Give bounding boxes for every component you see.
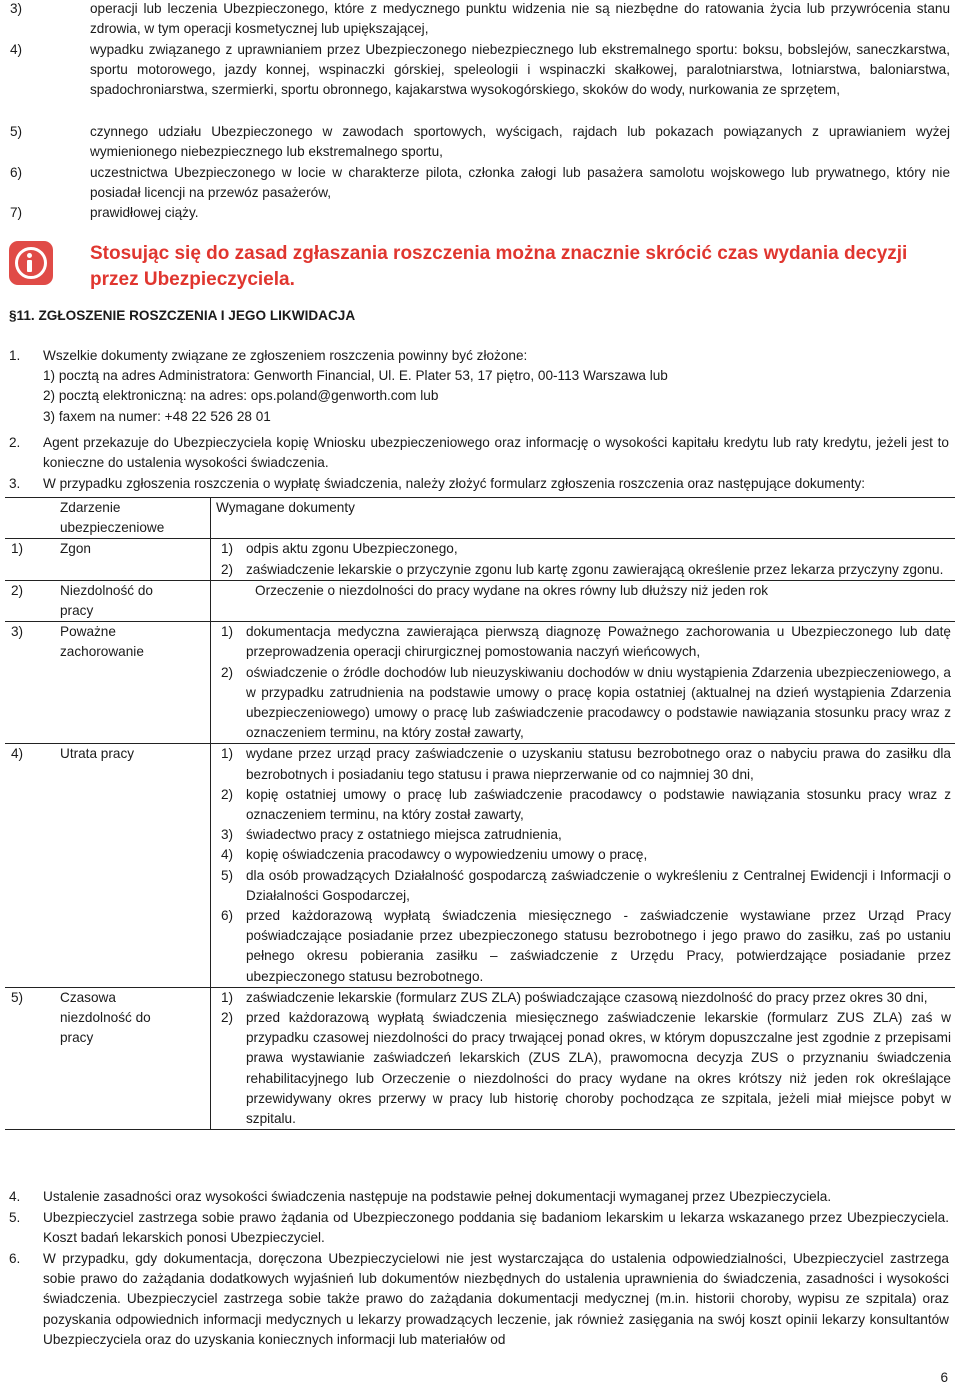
- fax-line: 3) faxem na numer: +48 22 526 28 01: [43, 408, 271, 424]
- section-title: §11. ZGŁOSZENIE ROSZCZENIA I JEGO LIKWIDACJA: [9, 308, 356, 323]
- table-row: 4) Utrata pracy 1) wydane przez urząd pracy zaświadczenie o uzyskaniu statusu bezrobotnego oraz o nabyciu prawa do zasiłku dla bezrobotnych i posiadaniu tego statusu i prawa nieprzerwanie od co najmniej 30 dni, 2) kopię ostatniej umowy o pracę lub zaświadczenie pracodawcy o podstawie nawiązania stosunku pracy wraz z oznaczeniem terminu, na który został zawarty, 3) świadectwo pracy z ostatniego miejsca zatrudnienia, 4) kopię oświadczenia pracodawcy o wypowiedzeniu umowy o pracę, 5) dla osób prowadzących Działalność gospodarczą zaświadczenie o wykreśleniu z Centralnej Ewidencji i Informacji o Działalności Gospodarczej, 6) przed każdorazową wypłatą świadczenia miesięcznego - zaświadczenie wystawiane przez Urząd Pracy poświadczające posiadanie przez ubezpieczonego statusu bezrobotnego i jego prawo do zasiłku, zaś po ustaniu pełnego okresu pobierania zasiłku – zaświadczenie z Urzędu Pracy, potwierdzające posiadanie przez ubezpieczonego statusu bezrobotnego.: [5, 744, 955, 987]
- info-icon: [9, 241, 53, 285]
- table-row: 1) Zgon 1) odpis aktu zgonu Ubezpieczonego, 2) zaświadczenie lekarskie o przyczynie zgonu lub kartę zgonu zawierającą określenie przez lekarza przyczyny zgonu.: [5, 539, 955, 580]
- info-callout-text: Stosując się do zasad zgłaszania roszczenia można znacznie skrócić czas wydania decyzji przez Ubezpieczyciela.: [90, 243, 908, 290]
- required-documents-table: [5, 497, 955, 1130]
- email-line: 2) pocztą elektroniczną: na adres: ops.poland@genworth.com lub: [43, 388, 439, 404]
- page-number: 6: [940, 1370, 948, 1385]
- table-row: 2) Niezdolność do pracy Orzeczenie o niezdolności do pracy wydane na okres równy lub dłuższy niż jeden rok: [5, 580, 955, 621]
- list-item: 3) operacji lub leczenia Ubezpieczonego, które z medycznego punktu widzenia nie są niezbędne do ratowania życia lub przywrócenia stanu zdrowia, w tym operacji kosmetycznej lub upiększającej,: [10, 1, 950, 37]
- address-line: 1) pocztą na adres Administratora: Genworth Financial, Ul. E. Plater 53, 17 piętro, 00-113 Warszawa lub: [43, 368, 668, 384]
- table-row: 3) Poważne zachorowanie 1) dokumentacja medyczna zawierająca pierwszą diagnozę Poważnego zachorowania u Ubezpieczonego lub datę przeprowadzenia operacji chirurgicznej pomostowania naczyń wieńcowych, 2) oświadczenie o źródle dochodów lub nieuzyskiwaniu dochodów w dniu wystąpienia Zdarzenia ubezpieczeniowego, a w przypadku zatrudnienia na podstawie umowy o pracę kopia ostatniej (aktualnej na dzień wystąpienia Zdarzenia ubezpieczeniowego) umowy o pracę lub zaświadczenie pracodawcy o podstawie nawiązania stosunku pracy wraz z oznaczeniem terminu, na który został zawarty,: [5, 622, 955, 744]
- document-page: 3) operacji lub leczenia Ubezpieczonego, które z medycznego punktu widzenia nie są niezbędne do ratowania życia lub przywrócenia stanu zdrowia, w tym operacji kosmetycznej lub upiększającej, 4) wypadku związanego z uprawnianiem przez Ubezpieczonego niebezpiecznego lub ekstremalnego sportu: boksu, bobslejów, saneczkarstwa, sportu motorowego, jazdy konnej, wspinaczki górskiej, speleologii i wspinaczki skałkowej, paralotniarstwa, lotniarstwa, baloniarstwa, spadochroniarstwa, szermierki, sportu obronnego, kajakarstwa wysokogórskiego, skoków do wody, nurkowania ze sprzętem, 5) czynnego udziału Ubezpieczonego w zawodach sportowych, wyścigach, rajdach lub pokazach powiązanych z uprawianiem wyżej wymienionego niebezpiecznego lub ekstremalnego sportu, 6) uczestnictwa Ubezpieczonego w locie w charakterze pilota, członka załogi lub pasażera samolotu wojskowego lub prywatnego, który nie posiadał licencji na przewóz pasażerów, 7) prawidłowej ciąży. Stosując się do zasad zgłaszania roszczenia można znacznie skrócić czas wydania decyzji przez Ubezpieczyciela. §11. ZGŁOSZENIE ROSZCZENIA I JEGO LIKWIDACJA 1. Wszelkie dokumenty związane ze zgłoszeniem roszczenia powinny być złożone: 1) pocztą na adres Administratora: Genworth Financial, Ul. E. Plater 53, 17 piętro, 00-113 Warszawa lub 2) pocztą elektroniczną: na adres: ops.poland@genworth.com lub 3) faxem na numer: +48 22 526 28 01 2. Agent przekazuje do Ubezpieczyciela kopię Wniosku ubezpieczeniowego oraz informację o wysokości kapitału kredytu lub raty kredytu, jeżeli jest to konieczne do ustalenia wysokości świadczenia. 3. W przypadku zgłoszenia roszczenia o wypłatę świadczenia, należy złożyć formularz zgłoszenia roszczenia oraz następujące dokumenty: Zdarzenie ubezpieczeniowe Wymagane dokumenty 1) Zgon 1) odpis aktu zgonu Ubezpieczonego, 2) zaświadczenie lekarskie o przyczynie zgonu lub kartę zgonu zawierającą określenie przez lekarza przyczyny zgonu. 2) Niezdolność do pracy Orzeczenie o niezdolności do pracy wydane na okres równy lub dłuższy niż jeden rok 3) Poważne zachorowanie 1) dokumentacja medyczna zawierająca pierwszą diagnozę Poważnego zachorowania u Ubezpieczonego lub datę przeprowadzenia operacji chirurgicznej pomostowania naczyń wieńcowych, 2) oświadczenie o źródle dochodów lub nieuzyskiwaniu dochodów w dniu wystąpienia Zdarzenia ubezpieczeniowego, a w przypadku zatrudnienia na podstawie umowy o pracę kopia ostatniej (aktualnej na dzień wystąpienia Zdarzenia ubezpieczeniowego) umowy o pracę lub zaświadczenie pracodawcy o podstawie nawiązania stosunku pracy wraz z oznaczeniem terminu, na który został zawarty, 4) Utrata pracy 1) wydane przez urząd pracy zaświadczenie o uzyskaniu statusu bezrobotnego oraz o nabyciu prawa do zasiłku dla bezrobotnych i posiadaniu tego statusu i prawa nieprzerwanie od co najmniej 30 dni, 2) kopię ostatniej umowy o pracę lub zaświadczenie pracodawcy o podstawie nawiązania stosunku pracy wraz z oznaczeniem terminu, na który został zawarty, 3) świadectwo pracy z ostatniego miejsca zatrudnienia, 4) kopię oświadczenia pracodawcy o wypowiedzeniu umowy o pracę, 5) dla osób prowadzących Działalność gospodarczą zaświadczenie o wykreśleniu z Centralnej Ewidencji i Informacji o Działalności Gospodarczej, 6) przed każdorazową wypłatą świadczenia miesięcznego - zaświadczenie wystawiane przez Urząd Pracy poświadczające posiadanie przez ubezpieczonego statusu bezrobotnego i jego prawo do zasiłku, zaś po ustaniu pełnego okresu pobierania zasiłku – zaświadczenie z Urzędu Pracy, potwierdzające posiadanie przez ubezpieczonego statusu bezrobotnego. 5) Czasowa niezdolność do pracy 1) zaświadczenie lekarskie (formularz ZUS ZLA) poświadczające czasową niezdolność do pracy przez okres 30 dni, 2) przed każdorazową wypłatą świadczenia miesięcznego zaświadczenie lekarskie (formularz ZUS ZLA) zaś w przypadku czasowej niezdolności do pracy trwającej ponad okres, w którym dopuszczalne jest zgodnie z przepisami prawa wystawianie zaświadczeń lekarskich (ZUS ZLA), prawomocna decyzja ZUS o przyznaniu świadczenia rehabilitacyjnego lub Orzeczenie o niezdolności do pracy wydane na okres krótszy niż jeden rok określające przewidywany okres przerwy w pracy lub historię choroby pochodząca ze szpitala, jeżeli miał miejsce pobyt w szpitalu. 4. Ustalenie zasadności oraz wysokości świadczenia następuje na podstawie pełnej dokumentacji wymaganej przez Ubezpieczyciela. 5. Ubezpieczyciel zastrzega sobie prawo żądania od Ubezpieczonego poddania się badaniom lekarskim u lekarza wskazanego przez Ubezpieczyciela. Koszt badań lekarskich ponosi Ubezpieczyciel. 6. W przypadku, gdy dokumentacja, doręczona Ubezpieczycielowi nie jest wystarczająca do ustalenia odpowiedzialności, Ubezpieczyciel zastrzega sobie prawo do zażądania dodatkowych wyjaśnień lub dokumentów niezbędnych do ustalenia uprawnienia do świadczenia, zasadności i wysokości świadczenia. Ubezpieczyciel zastrzega sobie także prawo do zażądania dokumentacji medycznej (m.in. historii choroby, wypisu ze szpitala) oraz pozyskania odpowiednich informacji medycznych u lekarzy prowadzących leczenie, jak również zasięgania na swój koszt opinii lekarzy konsultantów Ubezpieczyciela oraz do uzyskania koniecznych informacji lub materiałów od 6: [0, 0, 960, 1387]
- table-row: 5) Czasowa niezdolność do pracy 1) zaświadczenie lekarskie (formularz ZUS ZLA) poświadczające czasową niezdolność do pracy przez okres 30 dni, 2) przed każdorazową wypłatą świadczenia miesięcznego zaświadczenie lekarskie (formularz ZUS ZLA) zaś w przypadku czasowej niezdolności do pracy trwającej ponad okres, w którym dopuszczalne jest zgodnie z przepisami prawa wystawianie zaświadczeń lekarskich (ZUS ZLA), prawomocna decyzja ZUS o przyznaniu świadczenia rehabilitacyjnego lub Orzeczenie o niezdolności do pracy wydane na okres krótszy niż jeden rok określające przewidywany okres przerwy w pracy lub historię choroby pochodząca ze szpitala, jeżeli miał miejsce pobyt w szpitalu.: [5, 987, 955, 1129]
- table-header-row: Zdarzenie ubezpieczeniowe Wymagane dokumenty: [5, 498, 955, 539]
